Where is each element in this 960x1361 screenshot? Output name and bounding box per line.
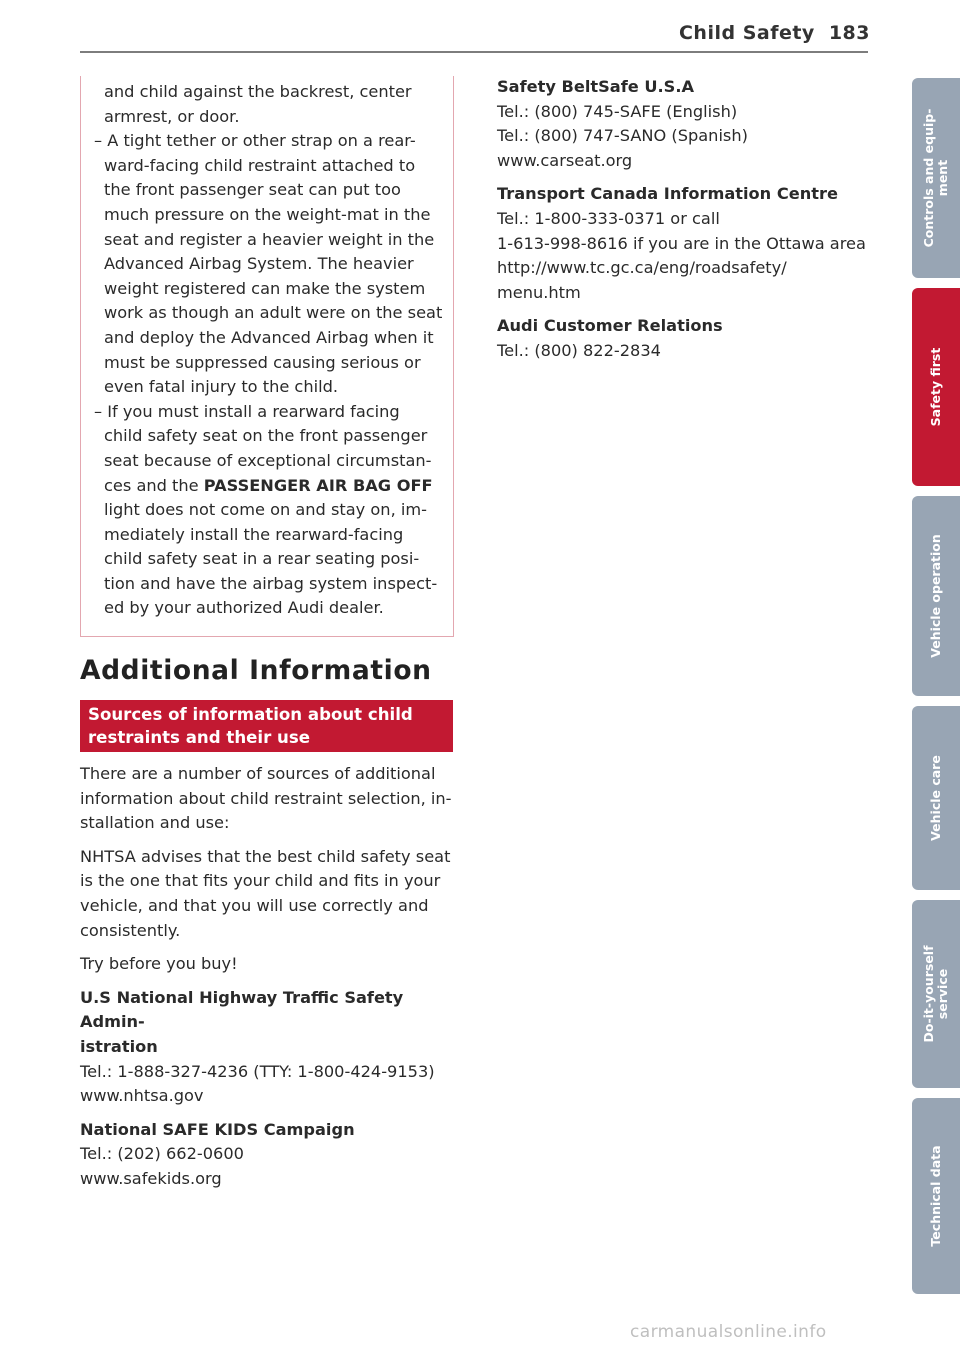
chapter-title: Child Safety <box>678 22 815 44</box>
contact-nhtsa <box>80 986 460 1109</box>
contact-name: Transport Canada Information Centre <box>497 184 838 204</box>
contact-phone: Tel.: (202) 662-0600 <box>80 1144 244 1164</box>
contact-transport-canada <box>497 182 877 305</box>
contact-audi <box>497 314 877 363</box>
warning-item-2-line-8: tion and have the airbag system inspect- <box>104 573 438 593</box>
warning-item-2-line-6: mediately install the rearward-facing <box>104 524 404 544</box>
section-title: Additional Information <box>80 655 432 686</box>
tab-vehicle-operation[interactable] <box>912 496 960 696</box>
tab-label: Safety first <box>928 347 943 427</box>
nhtsa-advice-paragraph <box>80 845 460 943</box>
advice-line-2: is the one that fits your child and fits in your <box>80 871 441 891</box>
warning-item-2-line-2: child safety seat on the front passenger <box>104 426 428 446</box>
contact-website-line-2: menu.htm <box>497 282 581 302</box>
warning-item-1-line-7: weight registered can make the system <box>104 278 426 298</box>
intro-line-1: There are a number of sources of additional <box>80 764 436 783</box>
intro-paragraph <box>80 762 460 836</box>
warning-continuation-2: armrest, or door. <box>104 106 240 126</box>
contact-beltsafe <box>497 75 877 173</box>
warning-item-2-line-5: light does not come on and stay on, im- <box>104 500 427 520</box>
tab-controls-and-equipment[interactable] <box>912 78 960 278</box>
contact-phone: Tel.: 1-800-333-0371 or call <box>497 208 720 228</box>
contact-website-line-1: http://www.tc.gc.ca/eng/roadsafety/ <box>497 258 787 278</box>
right-body <box>497 75 877 364</box>
warning-item-1-line-3: the front passenger seat can put too <box>104 180 401 200</box>
advice-line-4: consistently. <box>80 920 181 940</box>
contact-website: www.safekids.org <box>80 1168 222 1188</box>
contact-phone-ottawa: 1-613-998-8616 if you are in the Ottawa area <box>497 233 866 253</box>
warning-item-1-line-8: work as though an adult were on the seat <box>104 303 443 323</box>
left-body <box>80 762 460 1192</box>
warning-item-2-line-4 <box>104 474 444 499</box>
tab-label: Vehicle operation <box>928 534 943 658</box>
tab-do-it-yourself-service[interactable] <box>912 900 960 1088</box>
intro-line-3: stallation and use: <box>80 813 230 833</box>
tab-technical-data[interactable] <box>912 1098 960 1294</box>
tab-label <box>922 945 950 1042</box>
advice-line-3: vehicle, and that you will use correctly and <box>80 895 429 915</box>
warning-item-1-line-1: – A tight tether or other strap on a rear- <box>94 131 416 151</box>
contact-phone: Tel.: (800) 822-2834 <box>497 340 661 360</box>
page-number: 183 <box>828 22 870 44</box>
warning-text <box>94 80 444 621</box>
contact-name-line-2: istration <box>80 1036 158 1056</box>
contact-name: Safety BeltSafe U.S.A <box>497 77 695 96</box>
warning-item-2-line-1: – If you must install a rearward facing <box>94 401 400 421</box>
advice-line-1: NHTSA advises that the best child safety seat <box>80 846 451 866</box>
warning-item-2-line-7: child safety seat in a rear seating posi- <box>104 549 420 569</box>
contact-website: www.carseat.org <box>497 150 633 170</box>
tab-label-text: Controls and equip- ment <box>921 108 950 248</box>
warning-item-1-line-5: seat and register a heavier weight in the <box>104 229 435 249</box>
header-rule <box>80 51 868 53</box>
try-before-buy: Try before you buy! <box>80 954 238 974</box>
contact-phone-english: Tel.: (800) 745-SAFE (English) <box>497 101 738 121</box>
warning-item-1-line-11: even fatal injury to the child. <box>104 377 339 397</box>
warning-item-1-line-2: ward-facing child restraint attached to <box>104 155 416 175</box>
subheading-line-2: restraints and their use <box>88 727 310 747</box>
site-watermark: carmanualsonline.info <box>630 1322 827 1342</box>
contact-name-line-1: U.S National Highway Traffic Safety Admin- <box>80 987 404 1032</box>
warning-continuation-1: and child against the backrest, center <box>104 82 412 101</box>
tab-label <box>922 109 950 248</box>
contact-name: National SAFE KIDS Campaign <box>80 1119 355 1139</box>
page-header <box>650 22 870 44</box>
warning-item-1-line-6: Advanced Airbag System. The heavier <box>104 254 414 274</box>
tab-vehicle-care[interactable] <box>912 706 960 890</box>
intro-line-2: information about child restraint selection, in- <box>80 788 452 808</box>
tab-label-text: Do-it-yourself service <box>921 945 950 1043</box>
warning-inline-text: ces and the <box>104 475 204 495</box>
contact-phone: Tel.: 1-888-327-4236 (TTY: 1-800-424-9153) <box>80 1061 435 1081</box>
subheading-line-1: Sources of information about child <box>88 705 413 724</box>
tab-label: Vehicle care <box>928 755 943 841</box>
contact-name: Audi Customer Relations <box>497 316 723 336</box>
tab-label: Technical data <box>928 1145 943 1247</box>
warning-item-2-line-9: ed by your authorized Audi dealer. <box>104 598 384 618</box>
contact-safe-kids <box>80 1118 460 1192</box>
warning-item-1-line-9: and deploy the Advanced Airbag when it <box>104 327 434 347</box>
warning-item-1-line-10: must be suppressed causing serious or <box>104 352 421 372</box>
warning-item-2-line-3: seat because of exceptional circumstan- <box>104 450 432 470</box>
subheading-banner <box>80 700 453 752</box>
warning-item-1-line-4: much pressure on the weight-mat in the <box>104 204 431 224</box>
airbag-off-light-label: PASSENGER AIR BAG OFF <box>203 475 433 495</box>
contact-phone-spanish: Tel.: (800) 747-SANO (Spanish) <box>497 126 748 146</box>
tab-safety-first[interactable] <box>912 288 960 486</box>
contact-website: www.nhtsa.gov <box>80 1086 204 1106</box>
